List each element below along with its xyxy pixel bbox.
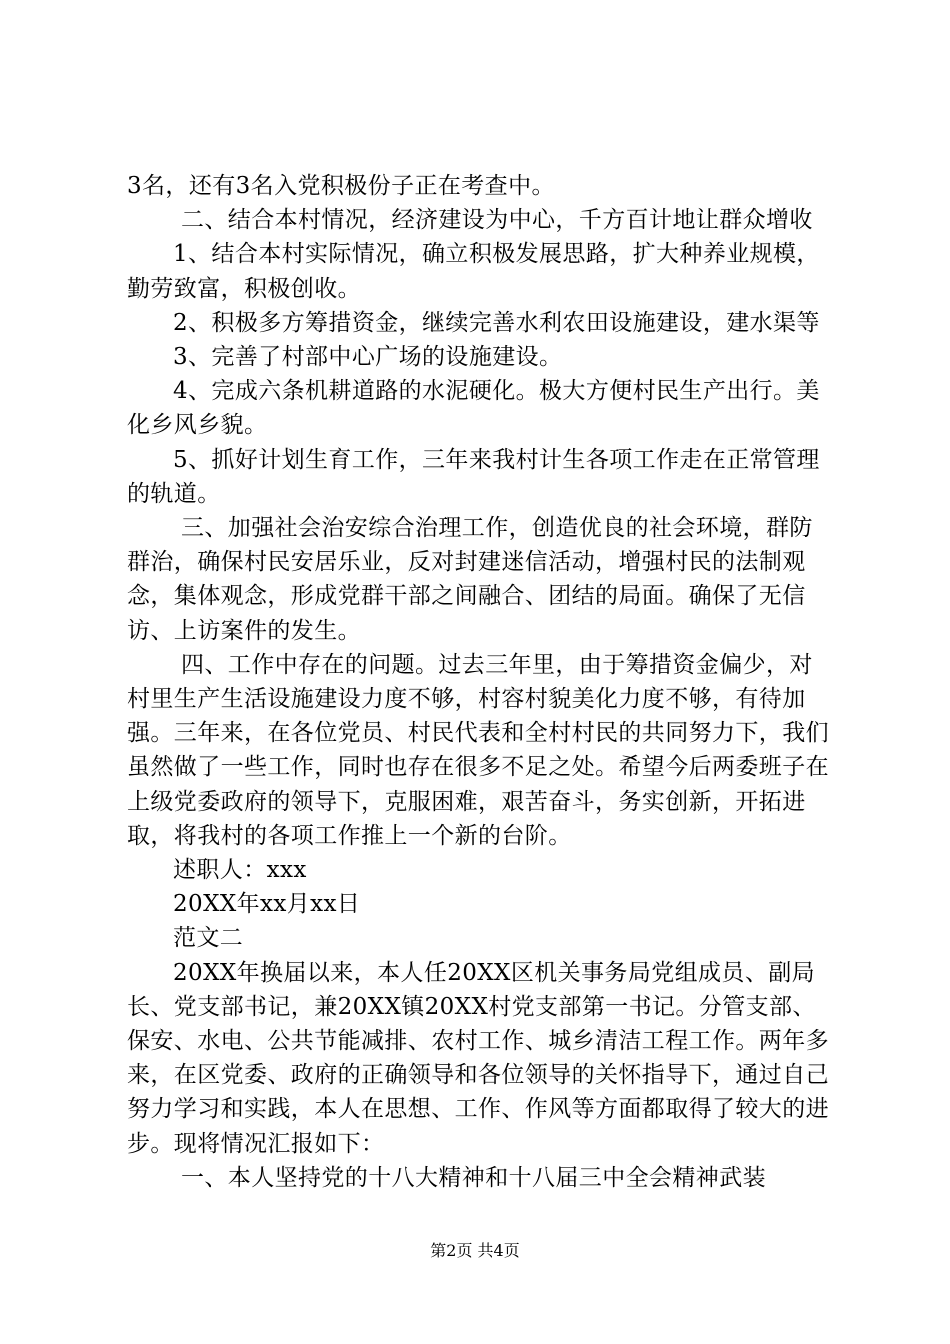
paragraph: 三、加强社会治安综合治理工作，创造优良的社会环境，群防群治，确保村民安居乐业，反对封建迷信活动，增强村民的法制观念，集体观念，形成党群干部之间融合、团结的局面。确保了无信访、上访案件的发生。	[127, 515, 813, 644]
paragraph: 3、完善了村部中心广场的设施建设。	[173, 344, 563, 371]
document-body	[127, 169, 832, 1195]
paragraph: 5、抓好计划生育工作，三年来我村计生各项工作走在正常管理的轨道。	[127, 446, 820, 507]
page-number-footer: 第2页 共4页	[430, 1241, 520, 1260]
paragraph: 3名，还有3名入党积极份子正在考查中。	[127, 173, 555, 199]
paragraph: 四、工作中存在的问题。过去三年里，由于筹措资金偏少，对村里生产生活设施建设力度不够，村容村貌美化力度不够，有待加强。三年来，在各位党员、村民代表和全村村民的共同努力下，我们虽然做了一些工作，同时也存在很多不足之处。希望今后两委班子在上级党委政府的领导下，克服困难，艰苦奋斗，务实创新，开拓进取，将我村的各项工作推上一个新的台阶。	[127, 651, 829, 849]
paragraph: 一、本人坚持党的十八大精神和十八届三中全会精神武装	[181, 1164, 766, 1191]
signer-line: 述职人：xxx	[173, 857, 307, 884]
paragraph: 2、积极多方筹措资金，继续完善水利农田设施建设，建水渠等	[173, 309, 820, 336]
section-heading: 范文二	[173, 925, 244, 952]
date-line: 20XX年xx月xx日	[173, 891, 361, 918]
paragraph: 4、完成六条机耕道路的水泥硬化。极大方便村民生产出行。美化乡风乡貌。	[127, 378, 820, 439]
paragraph: 1、结合本村实际情况，确立积极发展思路，扩大种养业规模，勤劳致富，积极创收。	[127, 241, 820, 302]
paragraph: 二、结合本村情况，经济建设为中心，千方百计地让群众增收	[181, 207, 813, 234]
paragraph: 20XX年换届以来，本人任20XX区机关事务局党组成员、副局长、党支部书记，兼20XX镇20XX村党支部第一书记。分管支部、保安、水电、公共节能减排、农村工作、城乡清洁工程工作。两年多来，在区党委、政府的正确领导和各位领导的关怀指导下，通过自己努力学习和实践，本人在思想、工作、作风等方面都取得了较大的进步。现将情况汇报如下：	[127, 959, 829, 1157]
